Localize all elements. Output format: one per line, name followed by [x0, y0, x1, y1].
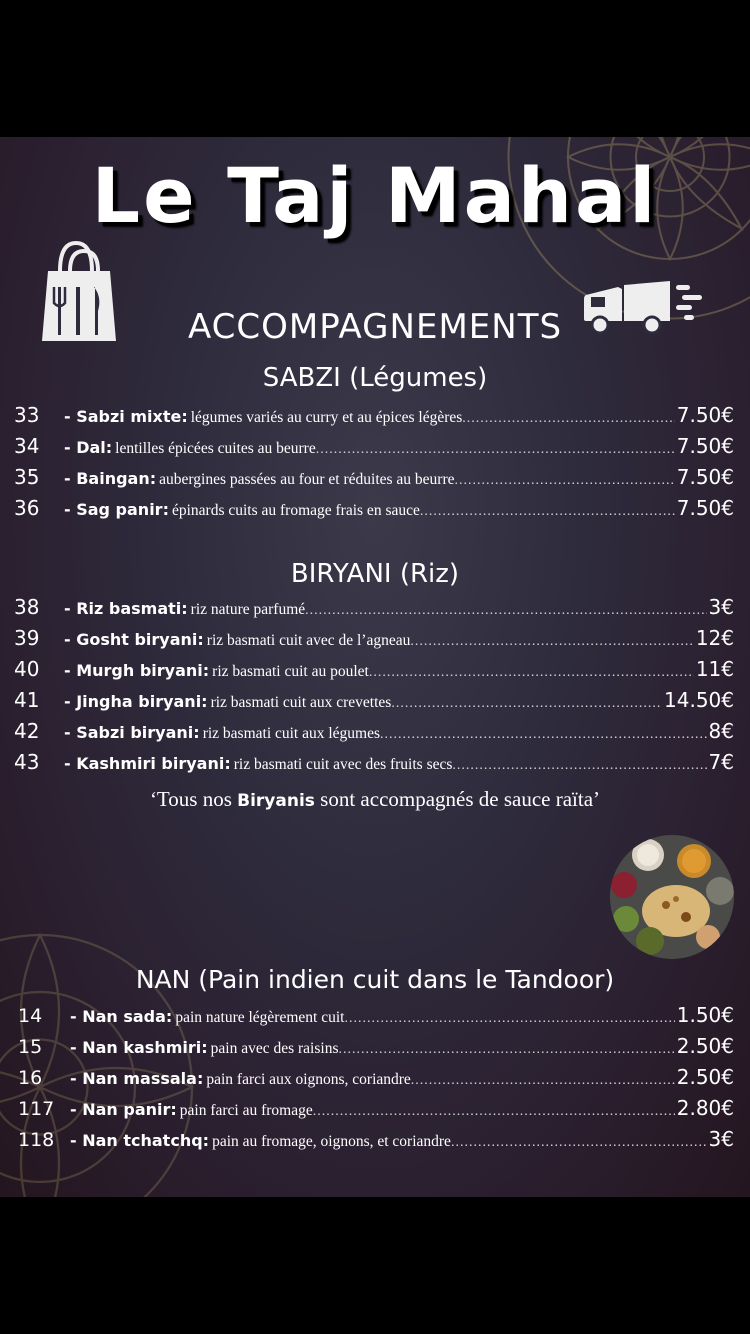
- dot-leader: [451, 1135, 707, 1151]
- note-text-end: sont accompagnés de sauce raïta’: [320, 787, 601, 811]
- dot-leader: [411, 1073, 675, 1089]
- dot-leader: [452, 758, 706, 774]
- item-number: 43: [14, 750, 40, 774]
- item-name: - Jingha biryani:: [64, 692, 208, 711]
- section-title-sabzi: SABZI (Légumes): [262, 363, 488, 393]
- list-item: [0, 1127, 750, 1158]
- item-description: riz basmati cuit aux légumes: [202, 725, 381, 742]
- item-name: - Murgh biryani:: [64, 661, 210, 680]
- dot-leader: [455, 473, 675, 489]
- item-number: 36: [14, 496, 40, 520]
- list-item: [0, 657, 750, 688]
- dot-leader: [462, 411, 674, 427]
- item-price: 1.50€: [676, 1003, 734, 1027]
- item-number: 33: [14, 403, 40, 427]
- item-description: aubergines passées au four et réduites au beurre: [159, 471, 455, 488]
- item-number: 42: [14, 719, 40, 743]
- item-price: 2.80€: [676, 1096, 734, 1120]
- note-text-start: ‘Tous nos: [149, 787, 232, 811]
- item-price: 3€: [708, 1127, 734, 1151]
- item-number: 118: [18, 1129, 55, 1151]
- item-name: - Dal:: [64, 438, 113, 457]
- item-number: 15: [18, 1036, 43, 1058]
- food-photo: [610, 835, 734, 959]
- list-item: [0, 465, 750, 496]
- sabzi-list: [0, 403, 750, 527]
- item-name: - Nan tchatchq:: [70, 1131, 210, 1150]
- list-item: [0, 1065, 750, 1096]
- item-name: - Kashmiri biryani:: [64, 754, 231, 773]
- item-price: 8€: [708, 719, 734, 743]
- item-name: - Sabzi mixte:: [64, 407, 188, 426]
- biryani-list: [0, 595, 750, 781]
- item-name: - Nan panir:: [70, 1100, 177, 1119]
- list-item: [0, 688, 750, 719]
- dot-leader: [420, 504, 675, 520]
- restaurant-title: Le Taj Mahal: [91, 151, 659, 240]
- dot-leader: [344, 1011, 674, 1027]
- item-price: 14.50€: [664, 688, 734, 712]
- dot-leader: [380, 727, 707, 743]
- list-item: [0, 496, 750, 527]
- nan-list: [0, 1003, 750, 1158]
- item-number: 39: [14, 626, 40, 650]
- note-text-bold: Biryanis: [237, 791, 315, 811]
- item-number: 14: [18, 1005, 43, 1027]
- biryani-note: [0, 787, 750, 812]
- dot-leader: [313, 1104, 675, 1120]
- list-item: [0, 719, 750, 750]
- item-description: pain farci au fromage: [179, 1102, 313, 1119]
- item-price: 11€: [695, 657, 734, 681]
- item-name: - Nan sada:: [70, 1007, 173, 1026]
- item-number: 38: [14, 595, 40, 619]
- item-number: 34: [14, 434, 40, 458]
- item-name: - Gosht biryani:: [64, 630, 204, 649]
- section-title-nan: NAN (Pain indien cuit dans le Tandoor): [135, 965, 615, 994]
- item-description: riz basmati cuit avec des fruits secs: [233, 756, 453, 773]
- item-name: - Sabzi biryani:: [64, 723, 200, 742]
- page-heading: ACCOMPAGNEMENTS: [187, 307, 563, 347]
- item-description: riz nature parfumé: [190, 601, 306, 618]
- item-price: 7.50€: [676, 403, 734, 427]
- item-description: pain nature légèrement cuit: [175, 1009, 345, 1026]
- item-price: 2.50€: [676, 1065, 734, 1089]
- list-item: [0, 1034, 750, 1065]
- item-description: riz basmati cuit au poulet: [212, 663, 369, 680]
- item-description: pain avec des raisins: [210, 1040, 339, 1057]
- item-price: 7.50€: [676, 434, 734, 458]
- item-name: - Sag panir:: [64, 500, 169, 519]
- item-description: pain au fromage, oignons, et coriandre: [212, 1133, 451, 1150]
- item-description: lentilles épicées cuites au beurre: [115, 440, 316, 457]
- dot-leader: [391, 696, 662, 712]
- item-price: 7.50€: [676, 465, 734, 489]
- item-number: 16: [18, 1067, 43, 1089]
- dot-leader: [338, 1042, 674, 1058]
- item-description: riz basmati cuit aux crevettes: [210, 694, 392, 711]
- menu-page: [0, 137, 750, 1197]
- item-description: légumes variés au curry et au épices légères: [190, 409, 463, 426]
- item-number: 35: [14, 465, 40, 489]
- dot-leader: [305, 603, 706, 619]
- item-name: - Nan massala:: [70, 1069, 204, 1088]
- item-number: 117: [18, 1098, 55, 1120]
- list-item: [0, 1003, 750, 1034]
- dot-leader: [369, 665, 694, 681]
- item-description: épinards cuits au fromage frais en sauce: [171, 502, 420, 519]
- item-price: 12€: [695, 626, 734, 650]
- section-title-biryani: BIRYANI (Riz): [290, 559, 460, 589]
- item-price: 7.50€: [676, 496, 734, 520]
- item-name: - Baingan:: [64, 469, 157, 488]
- item-name: - Riz basmati:: [64, 599, 188, 618]
- list-item: [0, 403, 750, 434]
- list-item: [0, 595, 750, 626]
- item-price: 3€: [708, 595, 734, 619]
- item-price: 7€: [708, 750, 734, 774]
- list-item: [0, 750, 750, 781]
- dot-leader: [410, 634, 693, 650]
- item-name: - Nan kashmiri:: [70, 1038, 208, 1057]
- item-price: 2.50€: [676, 1034, 734, 1058]
- list-item: [0, 1096, 750, 1127]
- dot-leader: [316, 442, 675, 458]
- list-item: [0, 626, 750, 657]
- item-description: pain farci aux oignons, coriandre: [206, 1071, 411, 1088]
- item-description: riz basmati cuit avec de l’agneau: [206, 632, 411, 649]
- item-number: 41: [14, 688, 40, 712]
- item-number: 40: [14, 657, 40, 681]
- list-item: [0, 434, 750, 465]
